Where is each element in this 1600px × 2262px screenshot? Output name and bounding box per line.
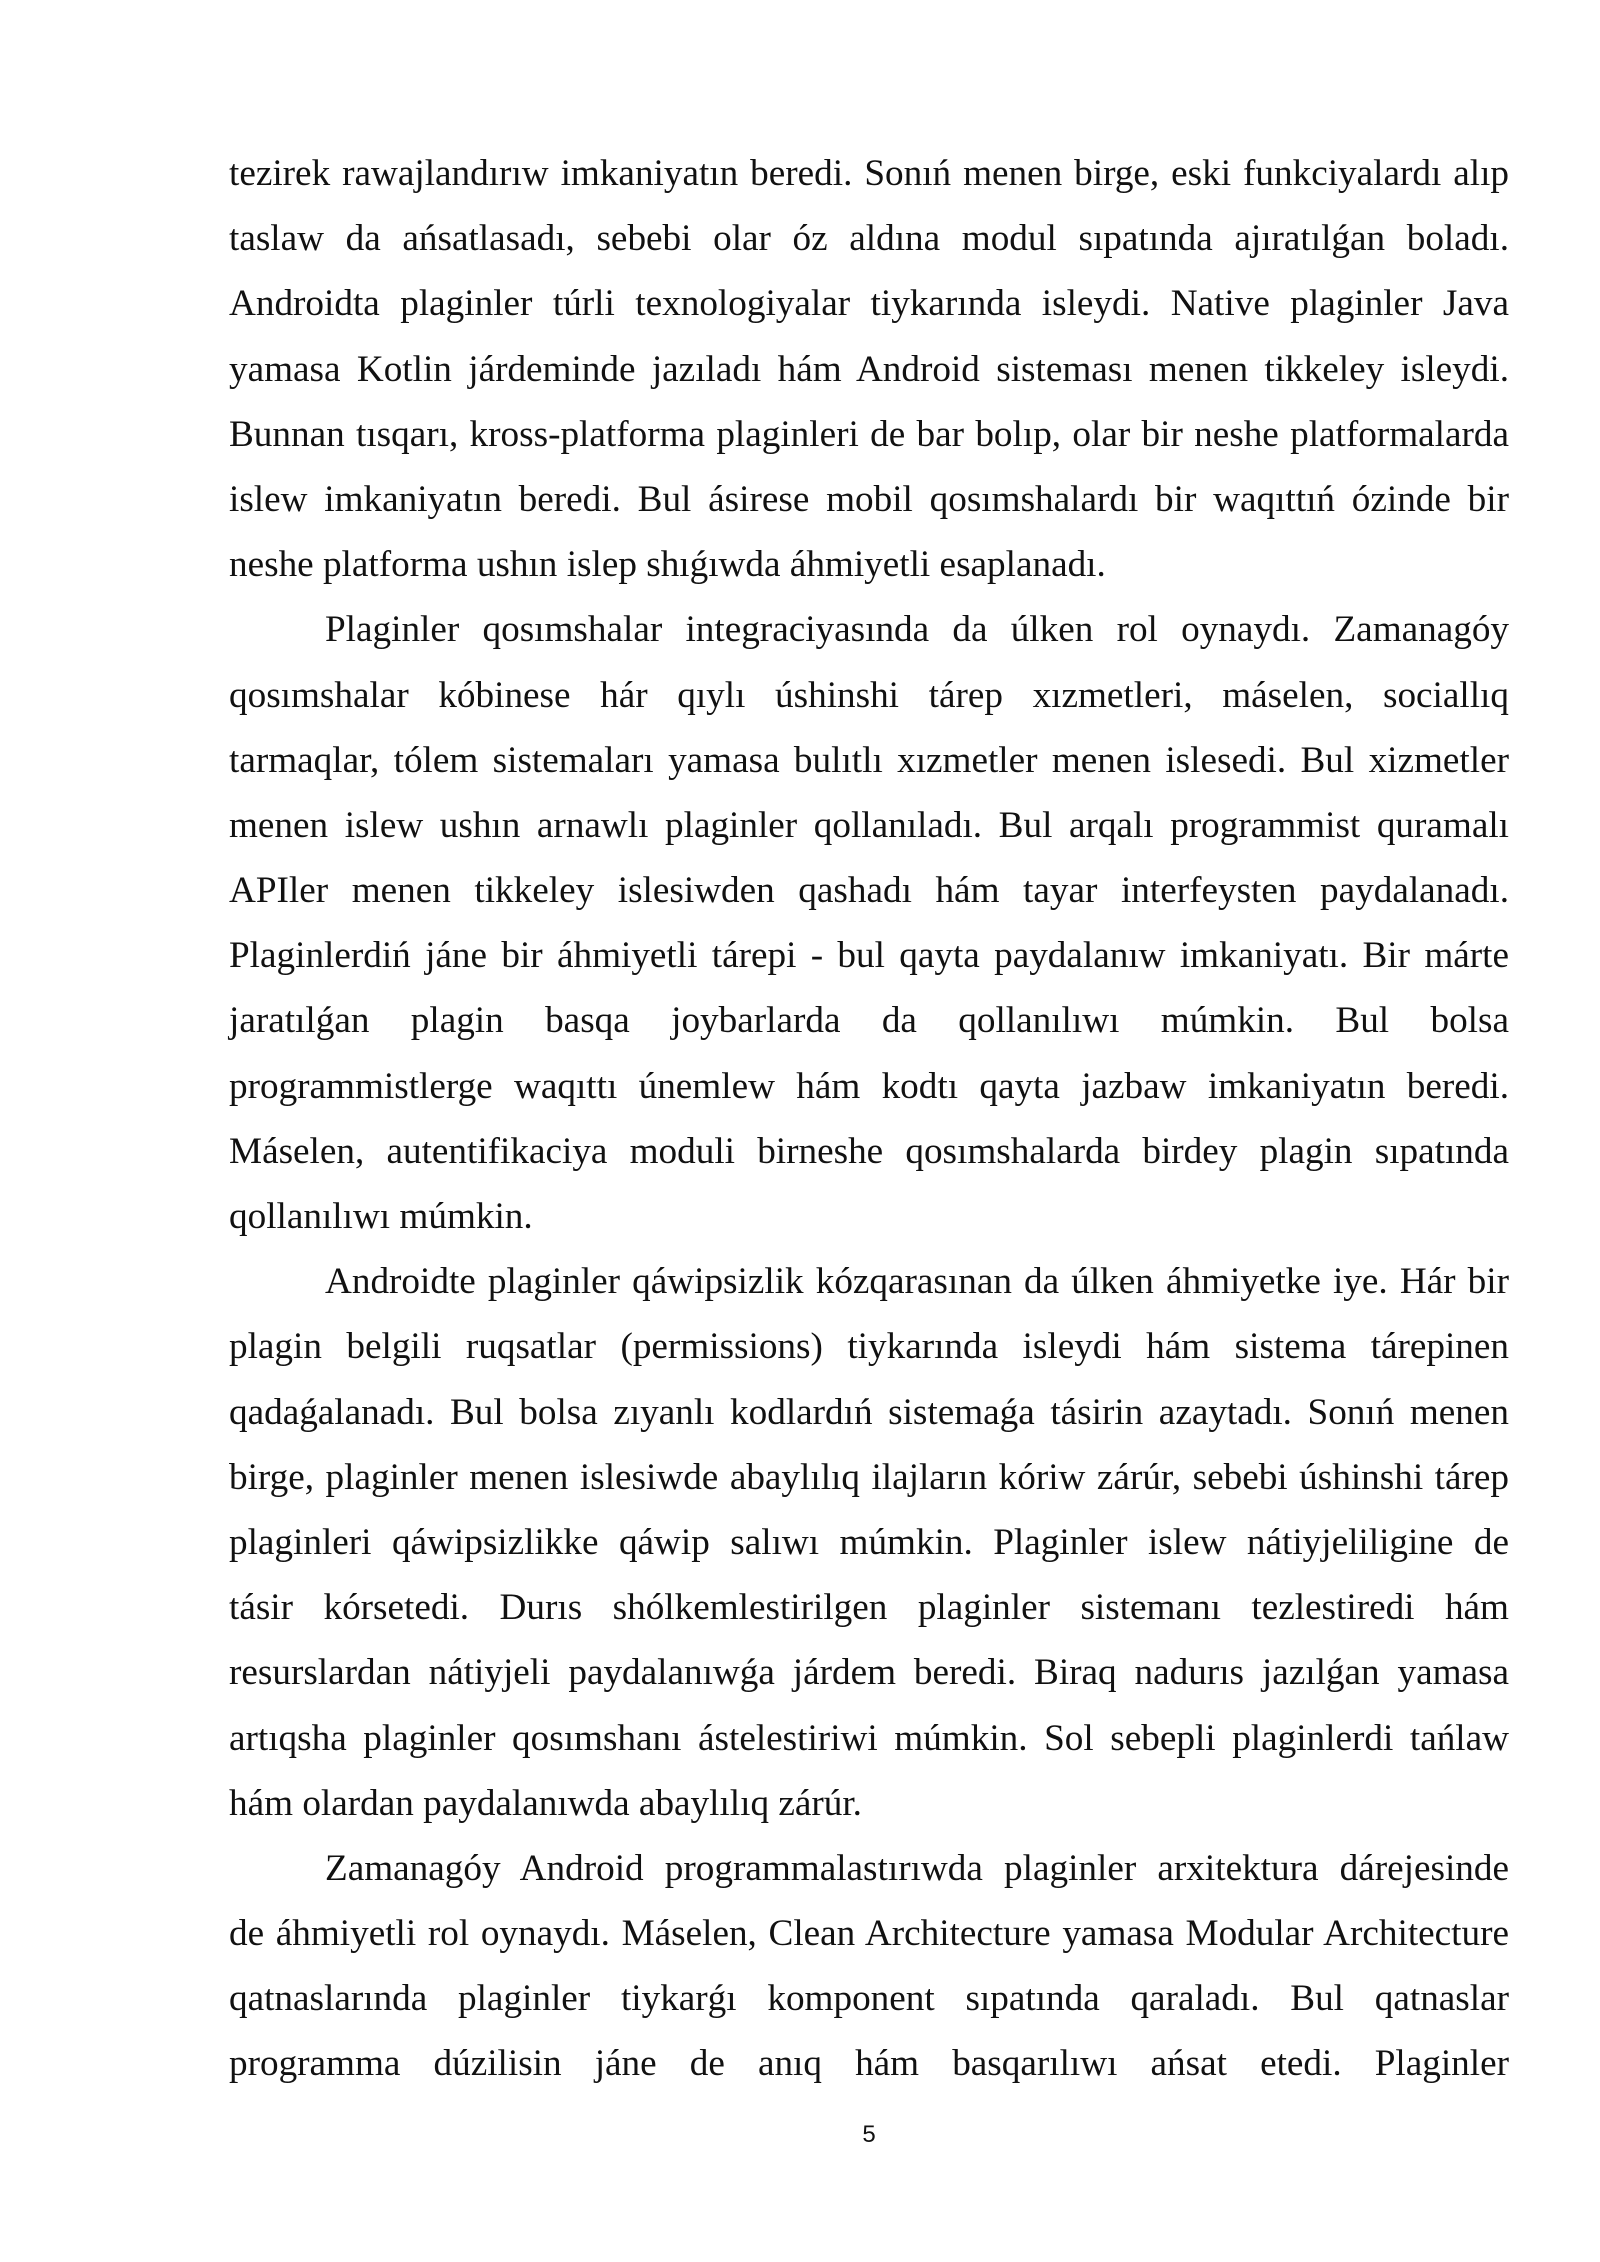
text-line: islew imkaniyatın beredi. Bul ásirese mobil qosımshalardı bir waqıttıń ózinde bir — [229, 478, 1509, 520]
text-line: neshe platforma ushın islep shıǵıwda áhmiyetli esaplanadı. — [229, 544, 1106, 586]
text-line: Plaginlerdiń jáne bir áhmiyetli tárepi - bul qayta paydalanıw imkaniyatı. Bir márte — [229, 935, 1509, 977]
text-line: resurslardan nátiyjeli paydalanıwǵa járdem beredi. Biraq nadurıs jazılǵan yamasa — [229, 1652, 1509, 1694]
text-line: birge, plaginler menen islesiwde abaylılıq ilajların kóriw zárúr, sebebi úshinshi tárep — [229, 1456, 1509, 1498]
body-text — [229, 141, 1509, 2097]
text-line: qosımshalar kóbinese hár qıylı úshinshi tárep xızmetleri, máselen, sociallıq — [229, 674, 1509, 716]
text-line: yamasa Kotlin járdeminde jazıladı hám Android sisteması menen tikkeley isleydi. — [229, 348, 1509, 390]
paragraph — [229, 1836, 1509, 2097]
paragraph — [229, 141, 1509, 597]
text-line: tarmaqlar, tólem sistemaları yamasa bulıtlı xızmetler menen islesedi. Bul xizmetler — [229, 739, 1509, 781]
text-line: taslaw da ańsatlasadı, sebebi olar óz aldına modul sıpatında ajıratılǵan boladı. — [229, 218, 1509, 260]
text-line: Máselen, autentifikaciya moduli birneshe qosımshalarda birdey plagin sıpatında — [229, 1130, 1509, 1172]
text-line: tezirek rawajlandırıw imkaniyatın beredi. Sonıń menen birge, eski funkciyalardı alıp — [229, 153, 1509, 194]
text-line: jaratılǵan plagin basqa joybarlarda da qollanılıwı múmkin. Bul bolsa — [229, 1000, 1509, 1042]
text-line: qollanılıwı múmkin. — [229, 1196, 533, 1237]
text-line: qatnaslarında plaginler tiykarǵı komponent sıpatında qaraladı. Bul qatnaslar — [229, 1978, 1509, 2020]
text-line: artıqsha plaginler qosımshanı ástelestiriwi múmkin. Sol sebepli plaginlerdi tańlaw — [229, 1717, 1509, 1759]
text-line: programma dúzilisin jáne de anıq hám basqarılıwı ańsat etedi. Plaginler — [229, 2043, 1509, 2085]
text-line: qadaǵalanadı. Bul bolsa zıyanlı kodlardıń sistemaǵa tásirin azaytadı. Sonıń menen — [229, 1391, 1509, 1433]
text-line: Androidta plaginler túrli texnologiyalar tiykarında isleydi. Native plaginler Java — [229, 283, 1509, 325]
text-line: Bunnan tısqarı, kross-platforma plaginleri de bar bolıp, olar bir neshe platformalarda — [229, 413, 1509, 455]
text-line: plagin belgili ruqsatlar (permissions) tiykarında isleydi hám sistema tárepinen — [229, 1326, 1509, 1368]
text-line: Plaginler qosımshalar integraciyasında da úlken rol oynaydı. Zamanagóy — [325, 609, 1509, 651]
text-line: plaginleri qáwipsizlikke qáwip salıwı múmkin. Plaginler islew nátiyjeliligine de — [229, 1521, 1509, 1563]
text-line: Zamanagóy Android programmalastırıwda plaginler arxitektura dárejesinde — [325, 1847, 1509, 1889]
page-number: 5 — [862, 2121, 876, 2148]
paragraph — [229, 1249, 1509, 1836]
text-line: de áhmiyetli rol oynaydı. Máselen, Clean Architecture yamasa Modular Architecture — [229, 1913, 1509, 1955]
text-line: tásir kórsetedi. Durıs shólkemlestirilgen plaginler sistemanı tezlestiredi hám — [229, 1587, 1509, 1629]
text-line: hám olardan paydalanıwda abaylılıq zárúr. — [229, 1782, 862, 1824]
paragraph — [229, 597, 1509, 1249]
text-line: Androidte plaginler qáwipsizlik kózqarasınan da úlken áhmiyetke iye. Hár bir — [325, 1261, 1509, 1303]
text-line: menen islew ushın arnawlı plaginler qollanıladı. Bul arqalı programmist quramalı — [229, 804, 1509, 846]
text-line: APIler menen tikkeley islesiwden qashadı hám tayar interfeysten paydalanadı. — [229, 870, 1509, 912]
text-line: programmistlerge waqıttı únemlew hám kodtı qayta jazbaw imkaniyatın beredi. — [229, 1065, 1509, 1107]
